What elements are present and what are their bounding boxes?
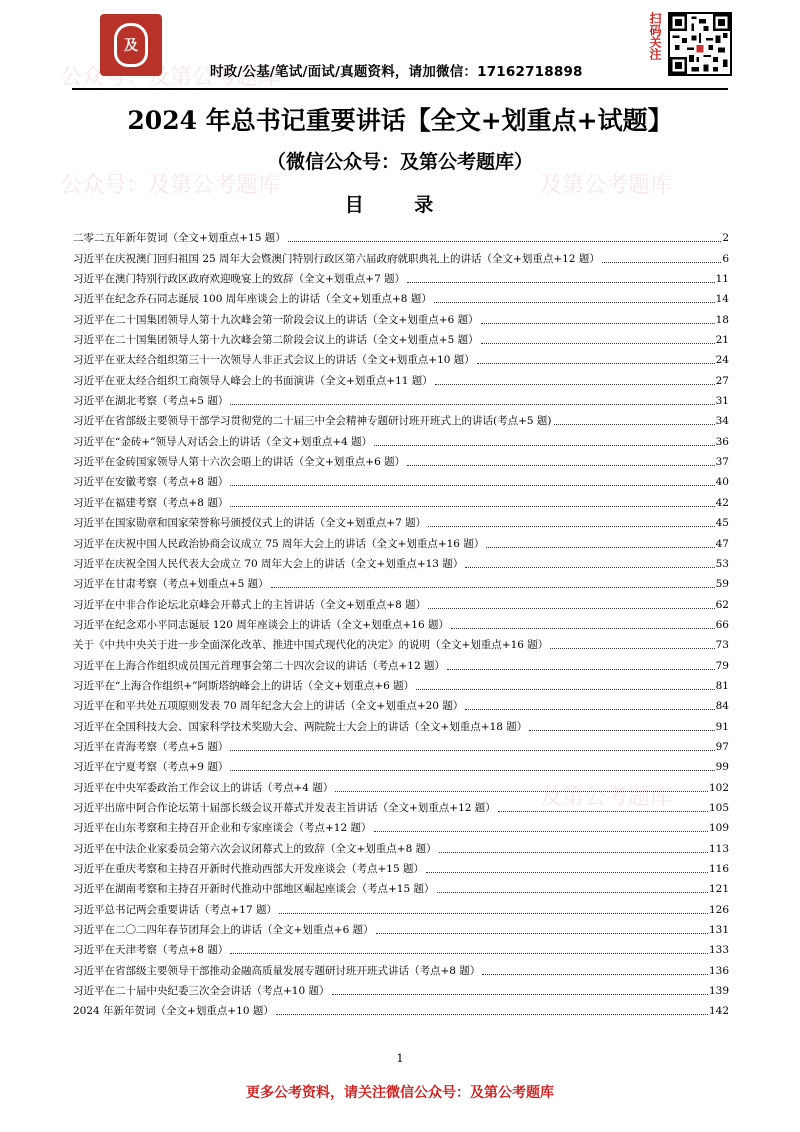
toc-entry[interactable] bbox=[73, 937, 729, 957]
toc-entry-page: 139 bbox=[708, 985, 729, 998]
toc-entry-page: 37 bbox=[715, 456, 729, 469]
toc-leader-dots bbox=[407, 282, 715, 283]
toc-entry-title: 习近平总书记两会重要讲话（考点+17 题） bbox=[73, 903, 277, 916]
toc-entry-title: 习近平在“金砖+”领导人对话会上的讲话（全文+划重点+4 题） bbox=[73, 435, 373, 448]
toc-entry-title: 习近平在中非合作论坛北京峰会开幕式上的主旨讲话（全文+划重点+8 题） bbox=[73, 598, 427, 611]
toc-entry-page: 21 bbox=[715, 334, 729, 347]
toc-entry-page: 109 bbox=[708, 822, 729, 835]
toc-entry-page: 121 bbox=[708, 883, 729, 896]
watermark: 公众号：及第公考题库 bbox=[60, 173, 281, 198]
toc-entry[interactable] bbox=[73, 896, 729, 916]
toc-entry[interactable] bbox=[73, 774, 729, 794]
toc-entry[interactable] bbox=[73, 327, 729, 347]
toc-leader-dots bbox=[230, 770, 714, 771]
toc-entry-title: 习近平在二十国集团领导人第十九次峰会第二阶段会议上的讲话（全文+划重点+5 题） bbox=[73, 334, 479, 347]
header-divider bbox=[72, 88, 728, 90]
toc-entry-page: 142 bbox=[708, 1005, 729, 1018]
toc-entry[interactable] bbox=[73, 917, 729, 937]
toc-entry[interactable] bbox=[73, 815, 729, 835]
toc-entry[interactable] bbox=[73, 978, 729, 998]
toc-leader-dots bbox=[428, 608, 715, 609]
toc-leader-dots bbox=[434, 302, 715, 303]
toc-entry-title: 习近平在甘肃考察（考点+划重点+5 题） bbox=[73, 578, 269, 591]
toc-entry-title: 关于《中共中央关于进一步全面深化改革、推进中国式现代化的决定》的说明（全文+划重点+16 题） bbox=[73, 639, 549, 652]
toc-leader-dots bbox=[271, 587, 715, 588]
toc-entry-page: 62 bbox=[715, 598, 729, 611]
toc-leader-dots bbox=[439, 852, 708, 853]
toc-leader-dots bbox=[230, 750, 714, 751]
toc-entry-page: 79 bbox=[715, 659, 729, 672]
toc-entry[interactable] bbox=[73, 551, 729, 571]
toc-leader-dots bbox=[529, 730, 714, 731]
toc-entry-page: 99 bbox=[715, 761, 729, 774]
toc-leader-dots bbox=[602, 262, 721, 263]
toc-entry-title: 习近平在二〇二四年春节团拜会上的讲话（全文+划重点+6 题） bbox=[73, 924, 374, 937]
toc-entry-title: 习近平在湖南考察和主持召开新时代推动中部地区崛起座谈会（考点+15 题） bbox=[73, 883, 435, 896]
scan-follow-label: 扫码关注 bbox=[648, 12, 662, 60]
toc-entry-page: 24 bbox=[715, 354, 729, 367]
toc-leader-dots bbox=[230, 404, 714, 405]
table-of-contents bbox=[73, 225, 729, 1018]
toc-leader-dots bbox=[288, 241, 722, 242]
toc-leader-dots bbox=[230, 953, 708, 954]
toc-entry-title: 习近平在上海合作组织成员国元首理事会第二十四次会议的讲话（考点+12 题） bbox=[73, 659, 445, 672]
toc-entry-title: 习近平在省部级主要领导干部推动金融高质量发展专题研讨班开班式讲话（考点+8 题） bbox=[73, 964, 481, 977]
toc-entry-page: 2 bbox=[722, 232, 729, 245]
toc-entry-page: 91 bbox=[715, 720, 729, 733]
toc-entry-title: 习近平在二十届中央纪委三次全会讲话（考点+10 题） bbox=[73, 985, 330, 998]
toc-entry-page: 126 bbox=[708, 903, 729, 916]
toc-entry[interactable] bbox=[73, 347, 729, 367]
toc-entry-page: 113 bbox=[708, 842, 729, 855]
toc-entry-title: 习近平在省部级主要领导干部学习贯彻党的二十届三中全会精神专题研讨班开班式上的讲话(考点+5 题) bbox=[73, 415, 552, 428]
toc-entry-title: 习近平在亚太经合组织第三十一次领导人非正式会议上的讲话（全文+划重点+10 题） bbox=[73, 354, 475, 367]
toc-entry-page: 66 bbox=[715, 618, 729, 631]
toc-entry-title: 习近平在天津考察（考点+8 题） bbox=[73, 944, 229, 957]
footer-banner: 更多公考资料，请关注微信公众号：及第公考题库 bbox=[246, 1085, 554, 1101]
toc-leader-dots bbox=[465, 567, 714, 568]
toc-leader-dots bbox=[437, 892, 708, 893]
toc-entry[interactable] bbox=[73, 469, 729, 489]
toc-leader-dots bbox=[554, 424, 715, 425]
toc-entry-title: 习近平在二十国集团领导人第十九次峰会第一阶段会议上的讲话（全文+划重点+6 题） bbox=[73, 313, 479, 326]
toc-leader-dots bbox=[230, 506, 714, 507]
toc-leader-dots bbox=[498, 811, 708, 812]
toc-entry[interactable] bbox=[73, 652, 729, 672]
toc-entry-title: 习近平在宁夏考察（考点+9 题） bbox=[73, 761, 229, 774]
toc-entry[interactable] bbox=[73, 856, 729, 876]
watermark: 公众号：及第公考题库 bbox=[60, 65, 281, 90]
toc-leader-dots bbox=[407, 465, 715, 466]
toc-entry-page: 34 bbox=[715, 415, 729, 428]
toc-entry-title: 习近平在安徽考察（考点+8 题） bbox=[73, 476, 229, 489]
page-header bbox=[0, 0, 800, 92]
toc-leader-dots bbox=[550, 648, 714, 649]
toc-entry-page: 136 bbox=[708, 964, 729, 977]
toc-entry-title: 习近平在纪念邓小平同志诞辰 120 周年座谈会上的讲话（全文+划重点+16 题） bbox=[73, 618, 450, 631]
toc-entry[interactable] bbox=[73, 530, 729, 550]
toc-entry[interactable] bbox=[73, 612, 729, 632]
toc-entry[interactable] bbox=[73, 306, 729, 326]
page-number: 1 bbox=[396, 1052, 404, 1065]
toc-entry-page: 133 bbox=[708, 944, 729, 957]
toc-entry[interactable] bbox=[73, 225, 729, 245]
toc-entry[interactable] bbox=[73, 835, 729, 855]
toc-entry-page: 11 bbox=[715, 273, 729, 286]
toc-entry[interactable] bbox=[73, 367, 729, 387]
toc-leader-dots bbox=[481, 323, 715, 324]
toc-entry[interactable] bbox=[73, 795, 729, 815]
watermark: 及第公考题库 bbox=[540, 173, 673, 198]
toc-leader-dots bbox=[279, 913, 708, 914]
toc-entry-page: 116 bbox=[708, 863, 729, 875]
toc-entry-page: 42 bbox=[715, 496, 729, 509]
document-title: 2024 年总书记重要讲话【全文+划重点+试题】 bbox=[127, 106, 673, 135]
toc-entry-page: 6 bbox=[722, 252, 729, 265]
toc-entry-page: 97 bbox=[715, 740, 729, 753]
toc-entry[interactable] bbox=[73, 266, 729, 286]
toc-entry-title: 二零二五年新年贺词（全文+划重点+15 题） bbox=[73, 232, 286, 245]
toc-leader-dots bbox=[276, 1014, 708, 1015]
toc-entry-title: 习近平在纪念乔石同志诞辰 100 周年座谈会上的讲话（全文+划重点+8 题） bbox=[73, 293, 432, 306]
toc-entry[interactable] bbox=[73, 754, 729, 774]
toc-entry[interactable] bbox=[73, 571, 729, 591]
toc-leader-dots bbox=[477, 363, 715, 364]
toc-entry-page: 84 bbox=[715, 700, 729, 713]
toc-entry-title: 习近平在庆祝全国人民代表大会成立 70 周年大会上的讲话（全文+划重点+13 题） bbox=[73, 557, 464, 570]
toc-entry[interactable] bbox=[73, 734, 729, 754]
toc-entry-title: 习近平在庆祝澳门回归祖国 25 周年大会暨澳门特别行政区第六届政府就职典礼上的讲话（全文+划重点+12 题） bbox=[73, 252, 600, 265]
toc-entry-title: 习近平在山东考察和主持召开企业和专家座谈会（考点+12 题） bbox=[73, 822, 372, 835]
toc-entry[interactable] bbox=[73, 957, 729, 977]
toc-entry-title: 习近平在中央军委政治工作会议上的讲话（考点+4 题） bbox=[73, 781, 334, 794]
toc-entry-title: 习近平在福建考察（考点+8 题） bbox=[73, 496, 229, 509]
toc-entry-title: 习近平在“上海合作组织+”阿斯塔纳峰会上的讲话（全文+划重点+6 题） bbox=[73, 679, 415, 692]
toc-entry-title: 习近平在澳门特别行政区政府欢迎晚宴上的致辞（全文+划重点+7 题） bbox=[73, 273, 406, 286]
toc-entry-title: 习近平在亚太经合组织工商领导人峰会上的书面演讲（全文+划重点+11 题） bbox=[73, 374, 433, 387]
toc-entry-title: 习近平在庆祝中国人民政治协商会议成立 75 周年大会上的讲话（全文+划重点+16 题） bbox=[73, 537, 485, 550]
toc-entry-title: 习近平在湖北考察（考点+5 题） bbox=[73, 395, 229, 408]
toc-entry-page: 18 bbox=[715, 313, 729, 326]
toc-entry-page: 31 bbox=[715, 395, 729, 408]
toc-leader-dots bbox=[481, 343, 715, 344]
toc-entry-page: 47 bbox=[715, 537, 729, 550]
toc-entry[interactable] bbox=[73, 713, 729, 733]
toc-leader-dots bbox=[486, 547, 714, 548]
toc-entry[interactable] bbox=[73, 388, 729, 408]
toc-entry[interactable] bbox=[73, 245, 729, 265]
toc-entry[interactable] bbox=[73, 489, 729, 509]
toc-leader-dots bbox=[376, 933, 708, 934]
toc-entry-page: 53 bbox=[715, 557, 729, 570]
qr-code-icon[interactable] bbox=[668, 12, 732, 76]
toc-leader-dots bbox=[230, 485, 714, 486]
toc-entry-title: 习近平在国家勋章和国家荣誉称号颁授仪式上的讲话（全文+划重点+7 题） bbox=[73, 517, 427, 530]
toc-entry-title: 2024 年新年贺词（全文+划重点+10 题） bbox=[73, 1005, 274, 1018]
watermark: 及第公考题库 bbox=[540, 785, 673, 810]
toc-entry-title: 习近平在全国科技大会、国家科学技术奖励大会、两院院士大会上的讲话（全文+划重点+18 题） bbox=[73, 720, 528, 733]
toc-entry[interactable] bbox=[73, 449, 729, 469]
toc-entry[interactable] bbox=[73, 673, 729, 693]
toc-entry-page: 73 bbox=[715, 639, 729, 652]
toc-entry-title: 习近平在重庆考察和主持召开新时代推动西部大开发座谈会（考点+15 题） bbox=[73, 863, 424, 875]
toc-heading: 目 录 bbox=[344, 194, 456, 216]
toc-entry-page: 14 bbox=[715, 293, 729, 306]
toc-entry-page: 131 bbox=[708, 924, 729, 937]
toc-leader-dots bbox=[482, 974, 708, 975]
toc-entry-page: 102 bbox=[708, 781, 729, 794]
toc-leader-dots bbox=[451, 628, 715, 629]
toc-entry[interactable] bbox=[73, 428, 729, 448]
toc-leader-dots bbox=[335, 791, 708, 792]
toc-entry-title: 习近平在和平共处五项原则发表 70 周年纪念大会上的讲话（全文+划重点+20 题） bbox=[73, 700, 464, 713]
toc-entry[interactable] bbox=[73, 408, 729, 428]
toc-entry[interactable] bbox=[73, 591, 729, 611]
toc-entry[interactable] bbox=[73, 286, 729, 306]
toc-entry-page: 27 bbox=[715, 374, 729, 387]
toc-entry-page: 59 bbox=[715, 578, 729, 591]
toc-leader-dots bbox=[332, 994, 708, 995]
toc-leader-dots bbox=[374, 831, 708, 832]
toc-entry[interactable] bbox=[73, 693, 729, 713]
toc-entry-page: 81 bbox=[715, 679, 729, 692]
toc-entry-page: 40 bbox=[715, 476, 729, 489]
toc-entry[interactable] bbox=[73, 632, 729, 652]
toc-leader-dots bbox=[374, 445, 714, 446]
toc-entry-title: 习近平在青海考察（考点+5 题） bbox=[73, 740, 229, 753]
toc-entry-title: 习近平出席中阿合作论坛第十届部长级会议开幕式并发表主旨讲话（全文+划重点+12 题） bbox=[73, 801, 496, 814]
toc-entry-page: 36 bbox=[715, 435, 729, 448]
toc-entry-title: 习近平在金砖国家领导人第十六次会晤上的讲话（全文+划重点+6 题） bbox=[73, 456, 406, 469]
toc-leader-dots bbox=[426, 872, 708, 873]
document-subtitle: （微信公众号：及第公考题库） bbox=[266, 151, 533, 173]
toc-entry-page: 45 bbox=[715, 517, 729, 530]
toc-entry[interactable] bbox=[73, 510, 729, 530]
toc-leader-dots bbox=[465, 709, 714, 710]
toc-leader-dots bbox=[428, 526, 715, 527]
toc-leader-dots bbox=[435, 384, 715, 385]
header-contact-banner: 时政/公基/笔试/面试/真题资料，请加微信：17162718898 bbox=[210, 64, 583, 80]
toc-entry-title: 习近平在中法企业家委员会第六次会议闭幕式上的致辞（全文+划重点+8 题） bbox=[73, 842, 437, 855]
brand-logo bbox=[100, 14, 162, 76]
toc-entry[interactable] bbox=[73, 876, 729, 896]
logo-emblem-icon: 及 bbox=[114, 23, 148, 67]
toc-entry[interactable] bbox=[73, 998, 729, 1018]
toc-leader-dots bbox=[447, 669, 715, 670]
toc-entry-page: 105 bbox=[708, 801, 729, 814]
toc-leader-dots bbox=[416, 689, 714, 690]
